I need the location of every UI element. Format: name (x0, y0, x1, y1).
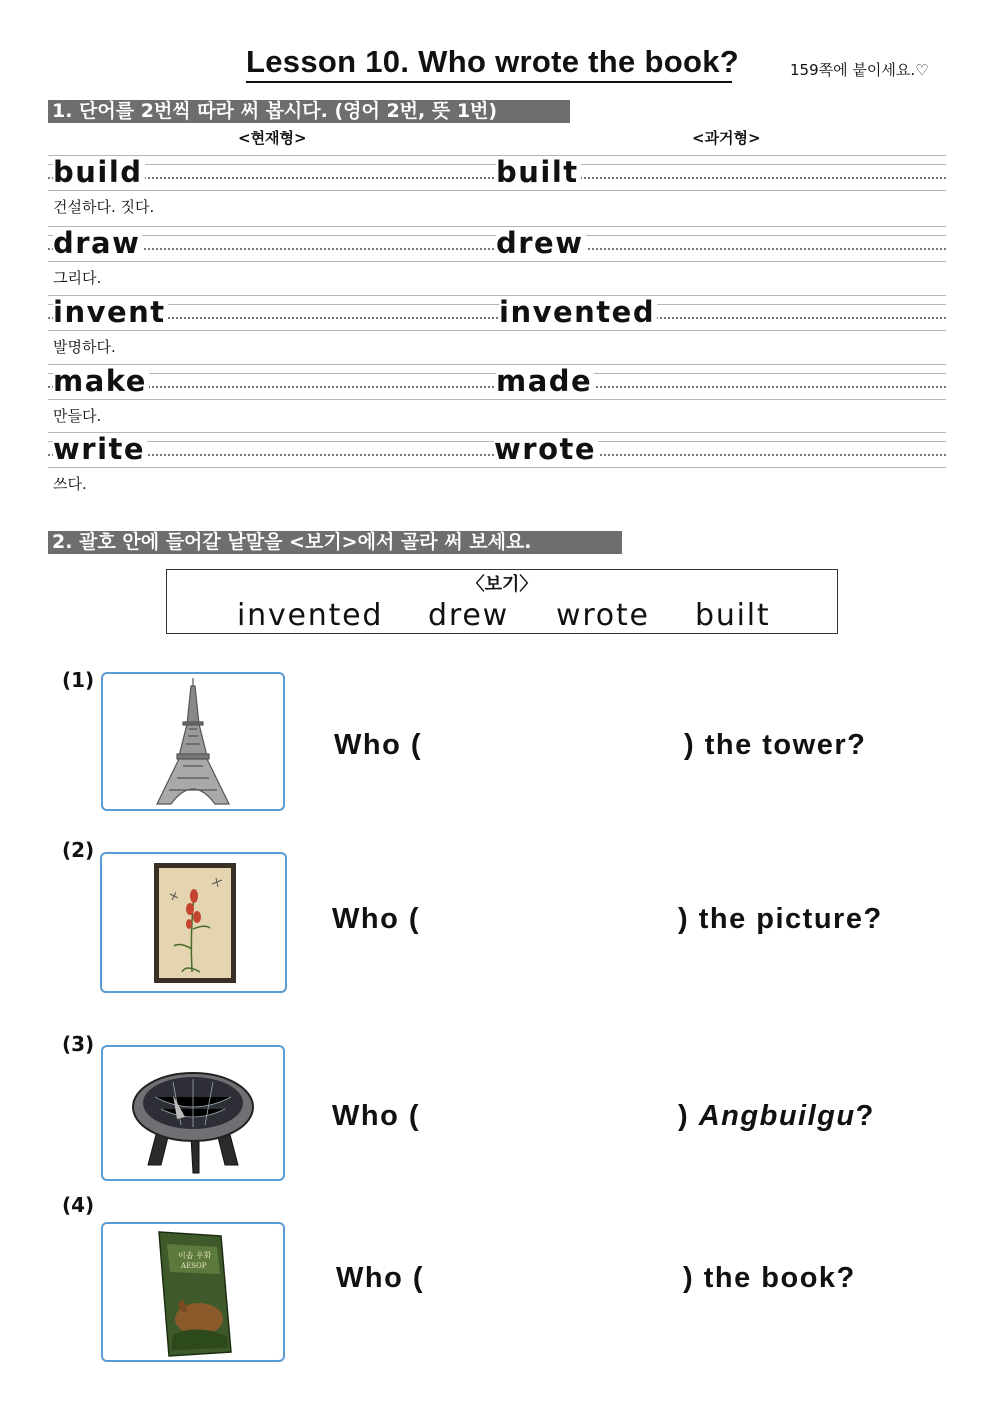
section1-heading: 1. 단어를 2번씩 따라 써 봅시다. (영어 2번, 뜻 1번) (48, 100, 570, 123)
question-suffix: ) the book? (683, 1262, 856, 1294)
question-number: (1) (62, 668, 95, 692)
past-word: built (496, 155, 579, 189)
present-word: make (53, 364, 147, 398)
question-mark: ? (855, 1100, 875, 1132)
eiffel-tower-icon (101, 672, 285, 811)
past-column-header: <과거형> (692, 129, 761, 147)
flower-painting-icon (100, 852, 287, 993)
present-word: invent (53, 295, 166, 329)
meaning-text: 그리다. (53, 269, 102, 287)
question-prefix: Who ( (332, 903, 421, 935)
meaning-text: 쓰다. (53, 475, 87, 493)
meaning-text: 건설하다. 짓다. (53, 198, 155, 216)
question-number: (3) (62, 1032, 95, 1056)
word-bank-word: invented (237, 598, 384, 633)
present-word: draw (53, 226, 141, 260)
past-word: made (496, 364, 593, 398)
present-word: build (53, 155, 143, 189)
question-object: Angbuilgu (698, 1100, 856, 1132)
question-number: (4) (62, 1193, 95, 1217)
vocab-row-invent (48, 295, 946, 363)
present-column-header: <현재형> (238, 129, 307, 147)
question-suffix: ) the tower? (684, 729, 867, 761)
meaning-text: 발명하다. (53, 338, 116, 356)
close-paren: ) (678, 1100, 690, 1132)
vocab-row-build (48, 155, 946, 223)
page-title: Lesson 10. Who wrote the book? (246, 44, 739, 79)
question-suffix: ) the picture? (678, 903, 883, 935)
sundial-icon (101, 1045, 285, 1181)
question-prefix: Who ( (332, 1100, 421, 1132)
aesop-book-icon (101, 1222, 285, 1362)
vocab-row-make (48, 364, 946, 432)
past-word: drew (496, 226, 584, 260)
word-bank-word: drew (428, 598, 509, 633)
vocab-row-draw (48, 226, 946, 294)
word-bank-box (166, 569, 838, 634)
word-bank-word: wrote (556, 598, 650, 633)
question-prefix: Who ( (334, 729, 423, 761)
section2-heading: 2. 괄호 안에 들어갈 낱말을 <보기>에서 골라 써 보세요. (48, 531, 622, 554)
question-suffix (678, 1100, 875, 1133)
svg-text:이솝 우화: 이솝 우화 (178, 1251, 212, 1260)
word-bank-title: 〈보기〉 (466, 574, 538, 595)
title-underline (246, 81, 732, 83)
vocab-row-write (48, 432, 946, 500)
past-word: wrote (494, 432, 597, 466)
meaning-text: 만들다. (53, 407, 102, 425)
svg-text:AESOP: AESOP (181, 1262, 207, 1270)
present-word: write (53, 432, 146, 466)
question-prefix: Who ( (336, 1262, 425, 1294)
past-word: invented (499, 295, 656, 329)
word-bank-word: built (695, 598, 771, 633)
page-note: 159쪽에 붙이세요.♡ (790, 61, 929, 79)
question-number: (2) (62, 838, 95, 862)
